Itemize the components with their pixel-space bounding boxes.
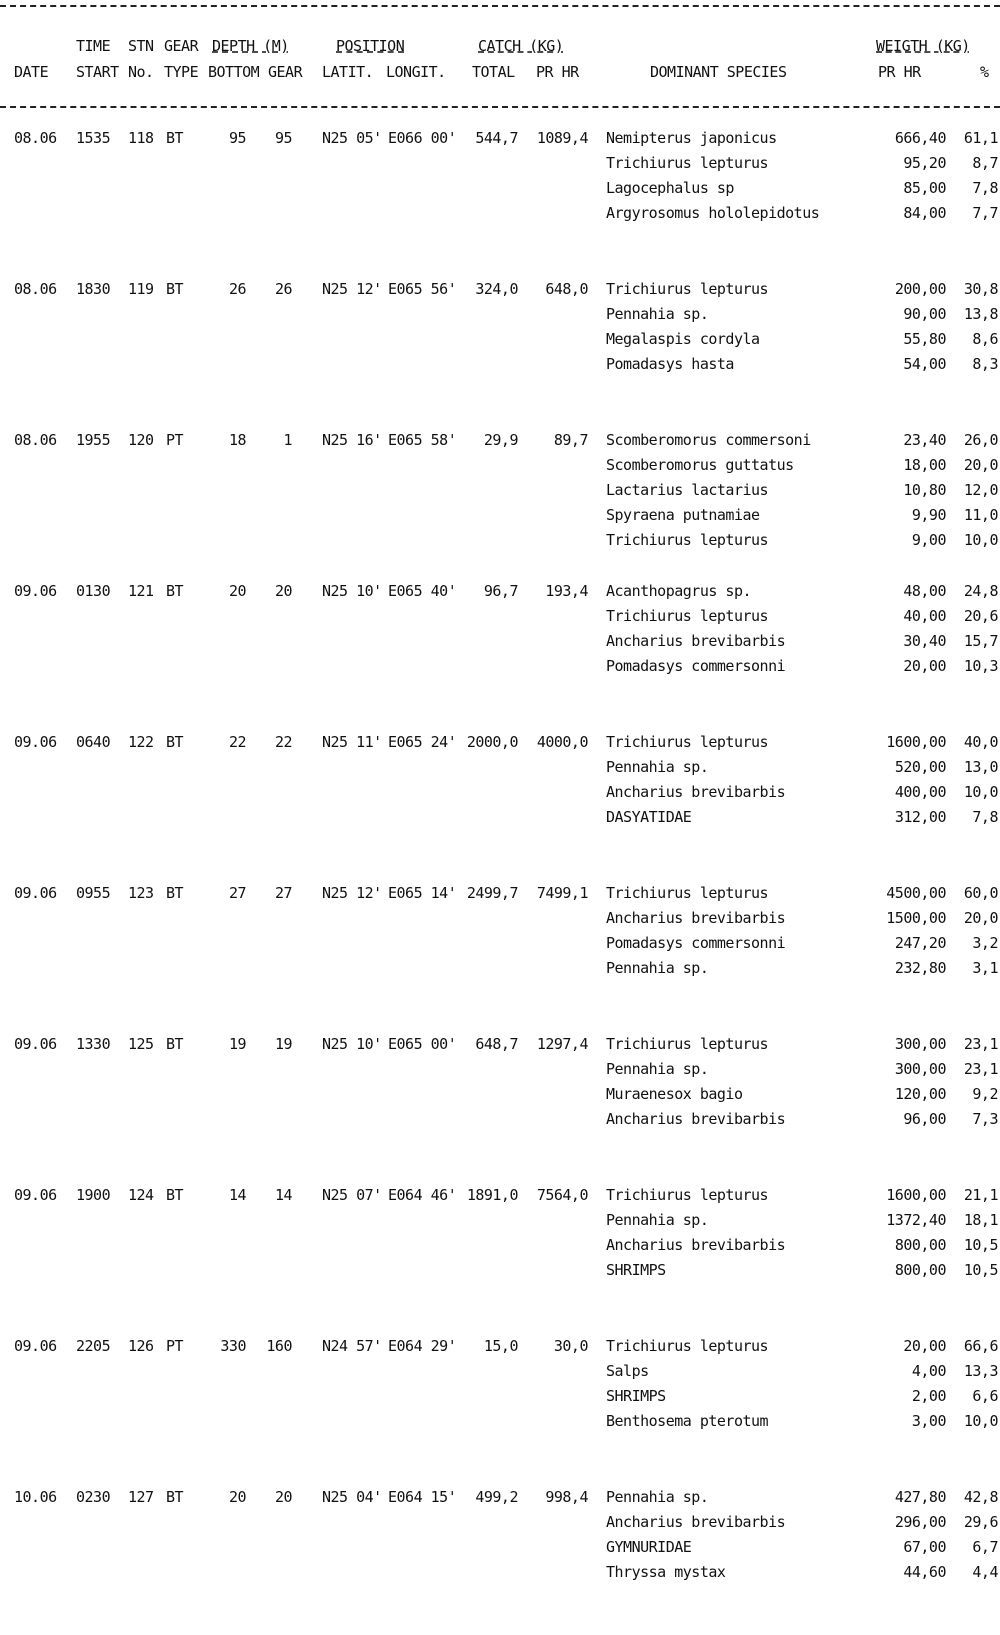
- species-weight-prhr: 300,00: [894, 1035, 946, 1053]
- species-name: Muraenesox bagio: [606, 1085, 743, 1103]
- station-record: [0, 428, 1000, 578]
- species-row: [0, 1485, 1000, 1510]
- species-weight-percent: 29,6: [963, 1513, 998, 1531]
- station-catch-prhr: 4000,0: [536, 733, 588, 751]
- station-catch-prhr: 193,4: [545, 582, 588, 600]
- species-name: Pennahia sp.: [606, 1060, 709, 1078]
- station-record: [0, 730, 1000, 880]
- station-date: 09.06: [14, 1035, 57, 1053]
- species-weight-prhr: 3,00: [911, 1412, 946, 1430]
- station-catch-prhr: 1297,4: [536, 1035, 588, 1053]
- station-time-start: 0130: [76, 582, 111, 600]
- header-gear-depth: GEAR: [268, 63, 303, 81]
- station-gear-type: BT: [166, 733, 184, 751]
- species-weight-prhr: 400,00: [894, 783, 946, 801]
- species-weight-prhr: 9,00: [911, 531, 946, 549]
- species-weight-prhr: 30,40: [903, 632, 946, 650]
- station-longitude: E065 56': [388, 280, 457, 298]
- species-name: Nemipterus japonicus: [606, 129, 777, 147]
- species-name: Lactarius lactarius: [606, 481, 769, 499]
- station-longitude: E066 00': [388, 129, 457, 147]
- header-date: DATE: [14, 63, 49, 81]
- species-weight-percent: 30,8: [963, 280, 998, 298]
- station-date: 09.06: [14, 1337, 57, 1355]
- species-weight-prhr: 44,60: [903, 1563, 946, 1581]
- species-name: Lagocephalus sp: [606, 179, 734, 197]
- header-total: TOTAL: [472, 63, 515, 81]
- species-weight-prhr: 20,00: [903, 1337, 946, 1355]
- station-catch-total: 499,2: [475, 1488, 518, 1506]
- species-name: Ancharius brevibarbis: [606, 783, 786, 801]
- station-gear-type: PT: [166, 431, 184, 449]
- species-weight-percent: 21,1: [963, 1186, 998, 1204]
- station-catch-prhr: 30,0: [553, 1337, 588, 1355]
- station-catch-total: 648,7: [475, 1035, 518, 1053]
- station-depth-gear: 160: [266, 1337, 292, 1355]
- station-date: 08.06: [14, 431, 57, 449]
- species-weight-prhr: 312,00: [894, 808, 946, 826]
- species-name: Trichiurus lepturus: [606, 280, 769, 298]
- species-row: [0, 931, 1000, 956]
- station-longitude: E065 24': [388, 733, 457, 751]
- station-date: 09.06: [14, 733, 57, 751]
- station-catch-total: 544,7: [475, 129, 518, 147]
- species-weight-percent: 3,1: [972, 959, 998, 977]
- species-row: [0, 327, 1000, 352]
- species-weight-prhr: 427,80: [894, 1488, 946, 1506]
- species-weight-percent: 40,0: [963, 733, 998, 751]
- species-weight-percent: 42,8: [963, 1488, 998, 1506]
- species-row: [0, 730, 1000, 755]
- header-catch: CATCH (KG): [478, 37, 564, 55]
- station-number: 121: [128, 582, 154, 600]
- station-depth-bottom: 20: [228, 1488, 246, 1506]
- station-catch-total: 15,0: [483, 1337, 518, 1355]
- species-name: DASYATIDAE: [606, 808, 692, 826]
- station-depth-gear: 95: [274, 129, 292, 147]
- species-weight-percent: 10,5: [963, 1236, 998, 1254]
- species-row: [0, 881, 1000, 906]
- species-row: [0, 478, 1000, 503]
- species-weight-percent: 15,7: [963, 632, 998, 650]
- species-row: [0, 528, 1000, 553]
- species-name: Trichiurus lepturus: [606, 1186, 769, 1204]
- species-weight-prhr: 520,00: [894, 758, 946, 776]
- station-number: 124: [128, 1186, 154, 1204]
- station-longitude: E065 40': [388, 582, 457, 600]
- species-weight-prhr: 800,00: [894, 1236, 946, 1254]
- species-name: Trichiurus lepturus: [606, 154, 769, 172]
- station-latitude: N25 04': [322, 1488, 382, 1506]
- station-latitude: N25 12': [322, 280, 382, 298]
- species-weight-prhr: 9,90: [911, 506, 946, 524]
- header-latit: LATIT.: [322, 63, 374, 81]
- station-depth-bottom: 95: [228, 129, 246, 147]
- header-type: TYPE: [164, 63, 199, 81]
- station-time-start: 0640: [76, 733, 111, 751]
- species-weight-prhr: 1500,00: [886, 909, 946, 927]
- species-weight-percent: 18,1: [963, 1211, 998, 1229]
- station-depth-bottom: 330: [220, 1337, 246, 1355]
- species-weight-prhr: 200,00: [894, 280, 946, 298]
- species-weight-prhr: 95,20: [903, 154, 946, 172]
- species-row: [0, 503, 1000, 528]
- station-depth-gear: 27: [274, 884, 292, 902]
- header-longit: LONGIT.: [386, 63, 446, 81]
- species-row: [0, 579, 1000, 604]
- species-weight-prhr: 90,00: [903, 305, 946, 323]
- species-row: [0, 755, 1000, 780]
- species-row: [0, 1334, 1000, 1359]
- station-record: [0, 1334, 1000, 1484]
- species-row: [0, 1258, 1000, 1283]
- station-catch-prhr: 89,7: [553, 431, 588, 449]
- station-latitude: N25 10': [322, 582, 382, 600]
- species-row: [0, 1208, 1000, 1233]
- species-weight-percent: 8,7: [972, 154, 998, 172]
- species-weight-prhr: 10,80: [903, 481, 946, 499]
- species-weight-percent: 60,0: [963, 884, 998, 902]
- station-time-start: 0230: [76, 1488, 111, 1506]
- species-row: [0, 1560, 1000, 1585]
- species-weight-prhr: 48,00: [903, 582, 946, 600]
- species-row: [0, 1107, 1000, 1132]
- species-weight-prhr: 23,40: [903, 431, 946, 449]
- species-weight-percent: 10,3: [963, 657, 998, 675]
- species-row: [0, 1359, 1000, 1384]
- species-weight-percent: 13,3: [963, 1362, 998, 1380]
- species-row: [0, 176, 1000, 201]
- species-name: Ancharius brevibarbis: [606, 632, 786, 650]
- station-catch-total: 324,0: [475, 280, 518, 298]
- species-name: Trichiurus lepturus: [606, 607, 769, 625]
- species-weight-percent: 7,8: [972, 179, 998, 197]
- station-depth-gear: 22: [274, 733, 292, 751]
- station-date: 10.06: [14, 1488, 57, 1506]
- species-row: [0, 629, 1000, 654]
- species-weight-percent: 10,0: [963, 1412, 998, 1430]
- station-catch-total: 1891,0: [466, 1186, 518, 1204]
- species-row: [0, 906, 1000, 931]
- species-name: Trichiurus lepturus: [606, 531, 769, 549]
- species-row: [0, 956, 1000, 981]
- station-latitude: N25 07': [322, 1186, 382, 1204]
- station-date: 08.06: [14, 129, 57, 147]
- species-weight-prhr: 96,00: [903, 1110, 946, 1128]
- species-name: Pomadasys commersonni: [606, 657, 786, 675]
- species-row: [0, 352, 1000, 377]
- station-time-start: 1955: [76, 431, 111, 449]
- station-date: 09.06: [14, 582, 57, 600]
- species-weight-prhr: 2,00: [911, 1387, 946, 1405]
- species-row: [0, 1409, 1000, 1434]
- station-record: [0, 1183, 1000, 1333]
- station-gear-type: PT: [166, 1337, 184, 1355]
- species-row: [0, 277, 1000, 302]
- species-row: [0, 604, 1000, 629]
- species-name: Pennahia sp.: [606, 1211, 709, 1229]
- species-weight-percent: 12,0: [963, 481, 998, 499]
- species-row: [0, 453, 1000, 478]
- species-name: Ancharius brevibarbis: [606, 1110, 786, 1128]
- species-name: SHRIMPS: [606, 1261, 666, 1279]
- species-name: Salps: [606, 1362, 649, 1380]
- station-longitude: E064 15': [388, 1488, 457, 1506]
- species-row: [0, 1510, 1000, 1535]
- station-latitude: N24 57': [322, 1337, 382, 1355]
- station-number: 119: [128, 280, 154, 298]
- species-row: [0, 428, 1000, 453]
- station-catch-total: 29,9: [483, 431, 518, 449]
- species-weight-percent: 26,0: [963, 431, 998, 449]
- station-time-start: 1900: [76, 1186, 111, 1204]
- station-time-start: 1535: [76, 129, 111, 147]
- species-name: Megalaspis cordyla: [606, 330, 760, 348]
- species-row: [0, 1384, 1000, 1409]
- station-depth-gear: 19: [274, 1035, 292, 1053]
- station-number: 118: [128, 129, 154, 147]
- header-prhr: PR HR: [536, 63, 579, 81]
- station-number: 125: [128, 1035, 154, 1053]
- station-longitude: E065 00': [388, 1035, 457, 1053]
- species-weight-percent: 3,2: [972, 934, 998, 952]
- station-time-start: 1330: [76, 1035, 111, 1053]
- station-depth-bottom: 14: [228, 1186, 246, 1204]
- species-name: Pomadasys commersonni: [606, 934, 786, 952]
- species-weight-prhr: 4,00: [911, 1362, 946, 1380]
- species-weight-percent: 9,2: [972, 1085, 998, 1103]
- species-weight-percent: 20,0: [963, 909, 998, 927]
- header-dominant: DOMINANT SPECIES: [650, 63, 787, 81]
- station-latitude: N25 10': [322, 1035, 382, 1053]
- species-weight-percent: 23,1: [963, 1060, 998, 1078]
- species-weight-percent: 4,4: [972, 1563, 998, 1581]
- species-weight-percent: 8,3: [972, 355, 998, 373]
- station-depth-gear: 1: [283, 431, 292, 449]
- species-weight-percent: 20,6: [963, 607, 998, 625]
- species-name: Scomberomorus guttatus: [606, 456, 794, 474]
- species-weight-prhr: 4500,00: [886, 884, 946, 902]
- station-depth-bottom: 22: [228, 733, 246, 751]
- header-percent: %: [980, 63, 989, 81]
- species-weight-percent: 23,1: [963, 1035, 998, 1053]
- station-latitude: N25 16': [322, 431, 382, 449]
- species-name: Ancharius brevibarbis: [606, 909, 786, 927]
- station-catch-prhr: 7564,0: [536, 1186, 588, 1204]
- species-weight-prhr: 84,00: [903, 204, 946, 222]
- station-latitude: N25 11': [322, 733, 382, 751]
- species-name: Acanthopagrus sp.: [606, 582, 752, 600]
- header-stn: STN: [128, 37, 154, 55]
- species-row: [0, 1183, 1000, 1208]
- station-number: 120: [128, 431, 154, 449]
- species-row: [0, 805, 1000, 830]
- species-weight-prhr: 800,00: [894, 1261, 946, 1279]
- station-longitude: E064 46': [388, 1186, 457, 1204]
- header-depth: DEPTH (M): [212, 37, 289, 55]
- station-latitude: N25 12': [322, 884, 382, 902]
- species-row: [0, 780, 1000, 805]
- species-name: SHRIMPS: [606, 1387, 666, 1405]
- species-weight-prhr: 54,00: [903, 355, 946, 373]
- species-weight-prhr: 55,80: [903, 330, 946, 348]
- species-name: Trichiurus lepturus: [606, 1035, 769, 1053]
- species-weight-percent: 13,0: [963, 758, 998, 776]
- station-record: [0, 1032, 1000, 1182]
- station-record: [0, 579, 1000, 729]
- header-weigth: WEIGTH (KG): [876, 37, 970, 55]
- species-weight-percent: 66,6: [963, 1337, 998, 1355]
- species-weight-prhr: 1600,00: [886, 733, 946, 751]
- header-weigth-prhr: PR HR: [878, 63, 921, 81]
- species-row: [0, 1082, 1000, 1107]
- species-weight-percent: 10,5: [963, 1261, 998, 1279]
- station-number: 122: [128, 733, 154, 751]
- species-name: Pennahia sp.: [606, 1488, 709, 1506]
- species-row: [0, 1233, 1000, 1258]
- species-weight-prhr: 40,00: [903, 607, 946, 625]
- station-record: [0, 1485, 1000, 1635]
- species-name: Spyraena putnamiae: [606, 506, 760, 524]
- species-name: Pomadasys hasta: [606, 355, 734, 373]
- header-time: TIME: [76, 37, 111, 55]
- station-gear-type: BT: [166, 1186, 184, 1204]
- species-row: [0, 126, 1000, 151]
- species-name: Trichiurus lepturus: [606, 733, 769, 751]
- species-weight-percent: 7,7: [972, 204, 998, 222]
- species-weight-prhr: 666,40: [894, 129, 946, 147]
- species-row: [0, 1535, 1000, 1560]
- station-record: [0, 277, 1000, 427]
- top-dashed-rule: [0, 5, 1000, 7]
- station-catch-total: 96,7: [483, 582, 518, 600]
- station-gear-type: BT: [166, 582, 184, 600]
- station-time-start: 1830: [76, 280, 111, 298]
- station-depth-bottom: 27: [228, 884, 246, 902]
- species-name: Trichiurus lepturus: [606, 1337, 769, 1355]
- species-weight-prhr: 85,00: [903, 179, 946, 197]
- species-weight-percent: 61,1: [963, 129, 998, 147]
- species-row: [0, 151, 1000, 176]
- species-name: GYMNURIDAE: [606, 1538, 692, 1556]
- station-longitude: E065 58': [388, 431, 457, 449]
- station-depth-bottom: 26: [228, 280, 246, 298]
- header-position: POSITION: [336, 37, 405, 55]
- header-gear: GEAR: [164, 37, 199, 55]
- species-weight-percent: 11,0: [963, 506, 998, 524]
- species-name: Thryssa mystax: [606, 1563, 726, 1581]
- station-depth-bottom: 20: [228, 582, 246, 600]
- species-weight-percent: 24,8: [963, 582, 998, 600]
- station-date: 09.06: [14, 1186, 57, 1204]
- station-catch-prhr: 1089,4: [536, 129, 588, 147]
- species-weight-percent: 7,3: [972, 1110, 998, 1128]
- species-weight-prhr: 1372,40: [886, 1211, 946, 1229]
- station-number: 127: [128, 1488, 154, 1506]
- station-depth-gear: 20: [274, 1488, 292, 1506]
- species-row: [0, 201, 1000, 226]
- station-date: 09.06: [14, 884, 57, 902]
- species-weight-prhr: 232,80: [894, 959, 946, 977]
- station-gear-type: BT: [166, 280, 184, 298]
- species-name: Ancharius brevibarbis: [606, 1236, 786, 1254]
- station-gear-type: BT: [166, 884, 184, 902]
- species-row: [0, 1057, 1000, 1082]
- station-longitude: E065 14': [388, 884, 457, 902]
- station-time-start: 0955: [76, 884, 111, 902]
- station-depth-gear: 26: [274, 280, 292, 298]
- station-depth-gear: 14: [274, 1186, 292, 1204]
- species-weight-percent: 10,0: [963, 783, 998, 801]
- species-name: Trichiurus lepturus: [606, 884, 769, 902]
- species-name: Scomberomorus commersoni: [606, 431, 811, 449]
- species-weight-prhr: 20,00: [903, 657, 946, 675]
- species-row: [0, 654, 1000, 679]
- species-name: Pennahia sp.: [606, 758, 709, 776]
- header-start: START: [76, 63, 119, 81]
- species-weight-percent: 20,0: [963, 456, 998, 474]
- species-weight-prhr: 120,00: [894, 1085, 946, 1103]
- species-weight-percent: 6,6: [972, 1387, 998, 1405]
- station-time-start: 2205: [76, 1337, 111, 1355]
- species-weight-percent: 8,6: [972, 330, 998, 348]
- species-name: Ancharius brevibarbis: [606, 1513, 786, 1531]
- species-weight-percent: 7,8: [972, 808, 998, 826]
- station-record: [0, 881, 1000, 1031]
- station-catch-total: 2499,7: [466, 884, 518, 902]
- station-gear-type: BT: [166, 1035, 184, 1053]
- species-weight-prhr: 67,00: [903, 1538, 946, 1556]
- station-gear-type: BT: [166, 129, 184, 147]
- species-name: Benthosema pterotum: [606, 1412, 769, 1430]
- station-catch-total: 2000,0: [466, 733, 518, 751]
- station-depth-bottom: 19: [228, 1035, 246, 1053]
- station-number: 123: [128, 884, 154, 902]
- station-depth-gear: 20: [274, 582, 292, 600]
- header-bottom: BOTTOM: [208, 63, 260, 81]
- species-row: [0, 302, 1000, 327]
- species-weight-prhr: 296,00: [894, 1513, 946, 1531]
- species-weight-prhr: 300,00: [894, 1060, 946, 1078]
- header-dashed-rule: [0, 106, 1000, 108]
- station-catch-prhr: 648,0: [545, 280, 588, 298]
- station-date: 08.06: [14, 280, 57, 298]
- species-name: Argyrosomus hololepidotus: [606, 204, 820, 222]
- station-latitude: N25 05': [322, 129, 382, 147]
- species-name: Pennahia sp.: [606, 305, 709, 323]
- station-longitude: E064 29': [388, 1337, 457, 1355]
- species-weight-percent: 10,0: [963, 531, 998, 549]
- species-weight-prhr: 247,20: [894, 934, 946, 952]
- species-weight-prhr: 1600,00: [886, 1186, 946, 1204]
- species-weight-percent: 6,7: [972, 1538, 998, 1556]
- station-catch-prhr: 7499,1: [536, 884, 588, 902]
- station-catch-prhr: 998,4: [545, 1488, 588, 1506]
- species-row: [0, 1032, 1000, 1057]
- station-depth-bottom: 18: [228, 431, 246, 449]
- species-name: Pennahia sp.: [606, 959, 709, 977]
- header-no: No.: [128, 63, 154, 81]
- station-number: 126: [128, 1337, 154, 1355]
- station-record: [0, 126, 1000, 276]
- station-gear-type: BT: [166, 1488, 184, 1506]
- species-weight-prhr: 18,00: [903, 456, 946, 474]
- species-weight-percent: 13,8: [963, 305, 998, 323]
